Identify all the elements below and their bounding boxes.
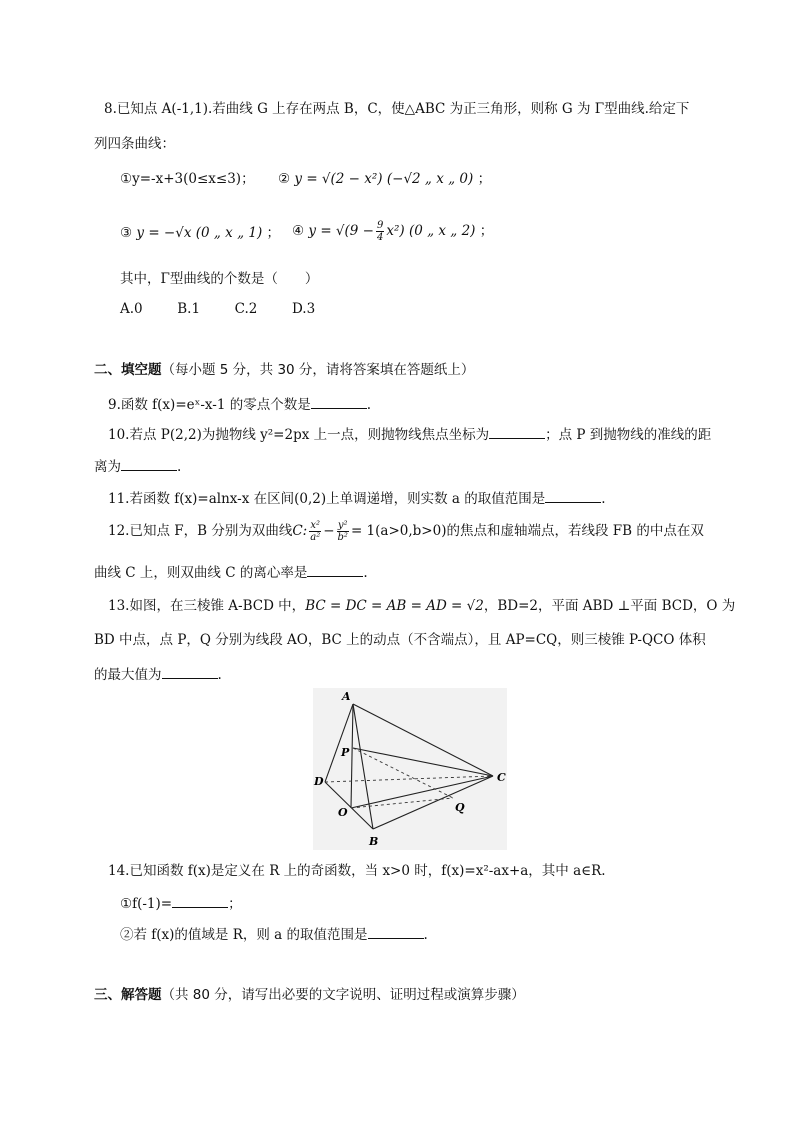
q10-line2-end: . — [177, 459, 182, 475]
q13-line1 — [108, 597, 735, 615]
q8-item2-expr: y = √(2 − x²) (−√2 „ x „ 0) — [294, 171, 474, 187]
q12-curve: C: — [292, 523, 308, 539]
q8-item3 — [120, 224, 280, 242]
q10-line2 — [94, 456, 181, 476]
q12-line1 — [108, 516, 704, 546]
q8-item4-frac-den: 4 — [377, 232, 384, 243]
label-a: A — [342, 690, 351, 703]
q8-option-b: B.1 — [177, 301, 201, 317]
label-o: O — [338, 806, 348, 819]
section2-heading — [94, 361, 474, 379]
q12-frac2 — [337, 520, 349, 543]
q14-sub2-end: . — [423, 927, 428, 943]
q12-frac1 — [309, 520, 321, 543]
q10-line1-b: ；点 P 到抛物线的准线的距 — [545, 427, 712, 443]
q8-item4-expr-a: y = √(9 − — [308, 223, 374, 239]
q13-line1-b: ，BD=2，平面 ABD ⊥平面 BCD，O 为 — [483, 598, 736, 614]
q9-text: 9.函数 f(x)=eˣ-x-1 的零点个数是 — [108, 397, 311, 413]
q12-answer-blank[interactable] — [307, 562, 363, 577]
q11-answer-blank[interactable] — [545, 488, 601, 503]
q12-frac1-den: a² — [310, 532, 321, 543]
q11-end: . — [601, 491, 606, 507]
q8-item3-prefix: ③ — [120, 225, 133, 241]
figure-background — [313, 688, 507, 850]
q12-line2-end: . — [363, 565, 368, 581]
q13-line1-a: 13.如图，在三棱锥 A-BCD 中， — [108, 598, 306, 614]
q8-item2-end: ； — [477, 171, 492, 187]
q13-line3 — [94, 664, 222, 684]
q8-item2-prefix: ② — [278, 171, 291, 187]
q12-line2 — [94, 562, 368, 582]
tetrahedron-figure — [313, 688, 507, 850]
q9 — [108, 394, 371, 414]
label-q: Q — [455, 801, 465, 814]
q8-options — [120, 300, 315, 318]
q12-frac1-num: x² — [310, 520, 321, 531]
q9-end: . — [366, 397, 372, 413]
q13-line3-end: . — [217, 667, 222, 683]
q12-minus: − — [323, 523, 335, 539]
q12-line1-b: (a>0,b>0)的焦点和虚轴端点，若线段 FB 的中点在双 — [375, 523, 704, 539]
q8-line1: 8.已知点 A(-1,1).若曲线 G 上存在两点 B，C，使△ABC 为正三角形，则称 G 为 Γ型曲线.给定下 — [104, 101, 690, 117]
section2-note: （每小题 5 分，共 30 分，请将答案填在答题纸上） — [161, 362, 475, 378]
q8-option-c: C.2 — [234, 301, 258, 317]
q10-line1 — [108, 424, 711, 444]
q12-frac2-num: y² — [337, 520, 348, 531]
q8-item4-frac — [376, 220, 384, 243]
q9-answer-blank[interactable] — [311, 394, 367, 409]
q14-sub1 — [120, 893, 242, 913]
q14-sub1-a: ①f(-1)= — [120, 896, 173, 912]
q13-line3-a: 的最大值为 — [94, 667, 162, 683]
q14-answer-blank-1[interactable] — [172, 893, 228, 908]
q14-sub1-end: ； — [228, 896, 242, 912]
q8-item2 — [278, 170, 491, 188]
q8-item4 — [292, 218, 493, 244]
q8-option-a: A.0 — [120, 301, 143, 317]
q13-answer-blank[interactable] — [162, 664, 218, 679]
q14-line1: 14.已知函数 f(x)是定义在 R 上的奇函数，当 x>0 时，f(x)=x²-ax+a，其中 a∈R. — [108, 863, 606, 879]
section3-note: （共 80 分，请写出必要的文字说明、证明过程或演算步骤） — [161, 987, 525, 1003]
q8-item4-frac-num: 9 — [377, 220, 384, 231]
q10-answer-blank-1[interactable] — [489, 424, 545, 439]
q8-item4-expr-b: x²) (0 „ x „ 2) — [386, 223, 476, 239]
q13-line2: BD 中点，点 P，Q 分别为线段 AO，BC 上的动点（不含端点），且 AP=CQ，则三棱锥 P-QCO 体积 — [94, 632, 706, 648]
q8-question: 其中，Γ型曲线的个数是（ ） — [120, 271, 319, 287]
q13-line1-expr: BC = DC = AB = AD = √2 — [305, 598, 484, 614]
q12-eq: = 1 — [350, 523, 376, 539]
section3-heading — [94, 986, 525, 1004]
q12-line2-a: 曲线 C 上，则双曲线 C 的离心率是 — [94, 565, 308, 581]
q14-sub2 — [120, 924, 428, 944]
label-b: B — [369, 835, 379, 848]
label-c: C — [497, 771, 506, 784]
q8-item3-end: ； — [266, 225, 281, 241]
q14-answer-blank-2[interactable] — [368, 924, 424, 939]
label-p: P — [341, 746, 350, 759]
q11 — [108, 488, 606, 508]
section3-title: 三、解答题 — [94, 987, 162, 1003]
q14-sub2-a: ②若 f(x)的值域是 R，则 a 的取值范围是 — [120, 927, 368, 943]
q8-item1: ①y=-x+3(0≤x≤3)； — [120, 171, 255, 187]
q10-line1-a: 10.若点 P(2,2)为抛物线 y²=2px 上一点，则抛物线焦点坐标为 — [108, 427, 490, 443]
q12-frac2-den: b² — [337, 532, 348, 543]
label-d: D — [314, 775, 324, 788]
q8-line2: 列四条曲线： — [94, 136, 175, 152]
q8-item4-end: ； — [479, 223, 494, 239]
q10-answer-blank-2[interactable] — [121, 456, 177, 471]
q8-item3-expr: y = −√x (0 „ x „ 1) — [136, 225, 263, 241]
q8-item4-prefix: ④ — [292, 223, 305, 239]
q12-line1-a: 12.已知点 F，B 分别为双曲线 — [108, 523, 293, 539]
q8-option-d: D.3 — [291, 301, 316, 317]
section2-title: 二、填空题 — [94, 362, 162, 378]
q11-text: 11.若函数 f(x)=alnx-x 在区间(0,2)上单调递增，则实数 a 的取值范围是 — [108, 491, 546, 507]
q10-line2-a: 离为 — [94, 459, 121, 475]
